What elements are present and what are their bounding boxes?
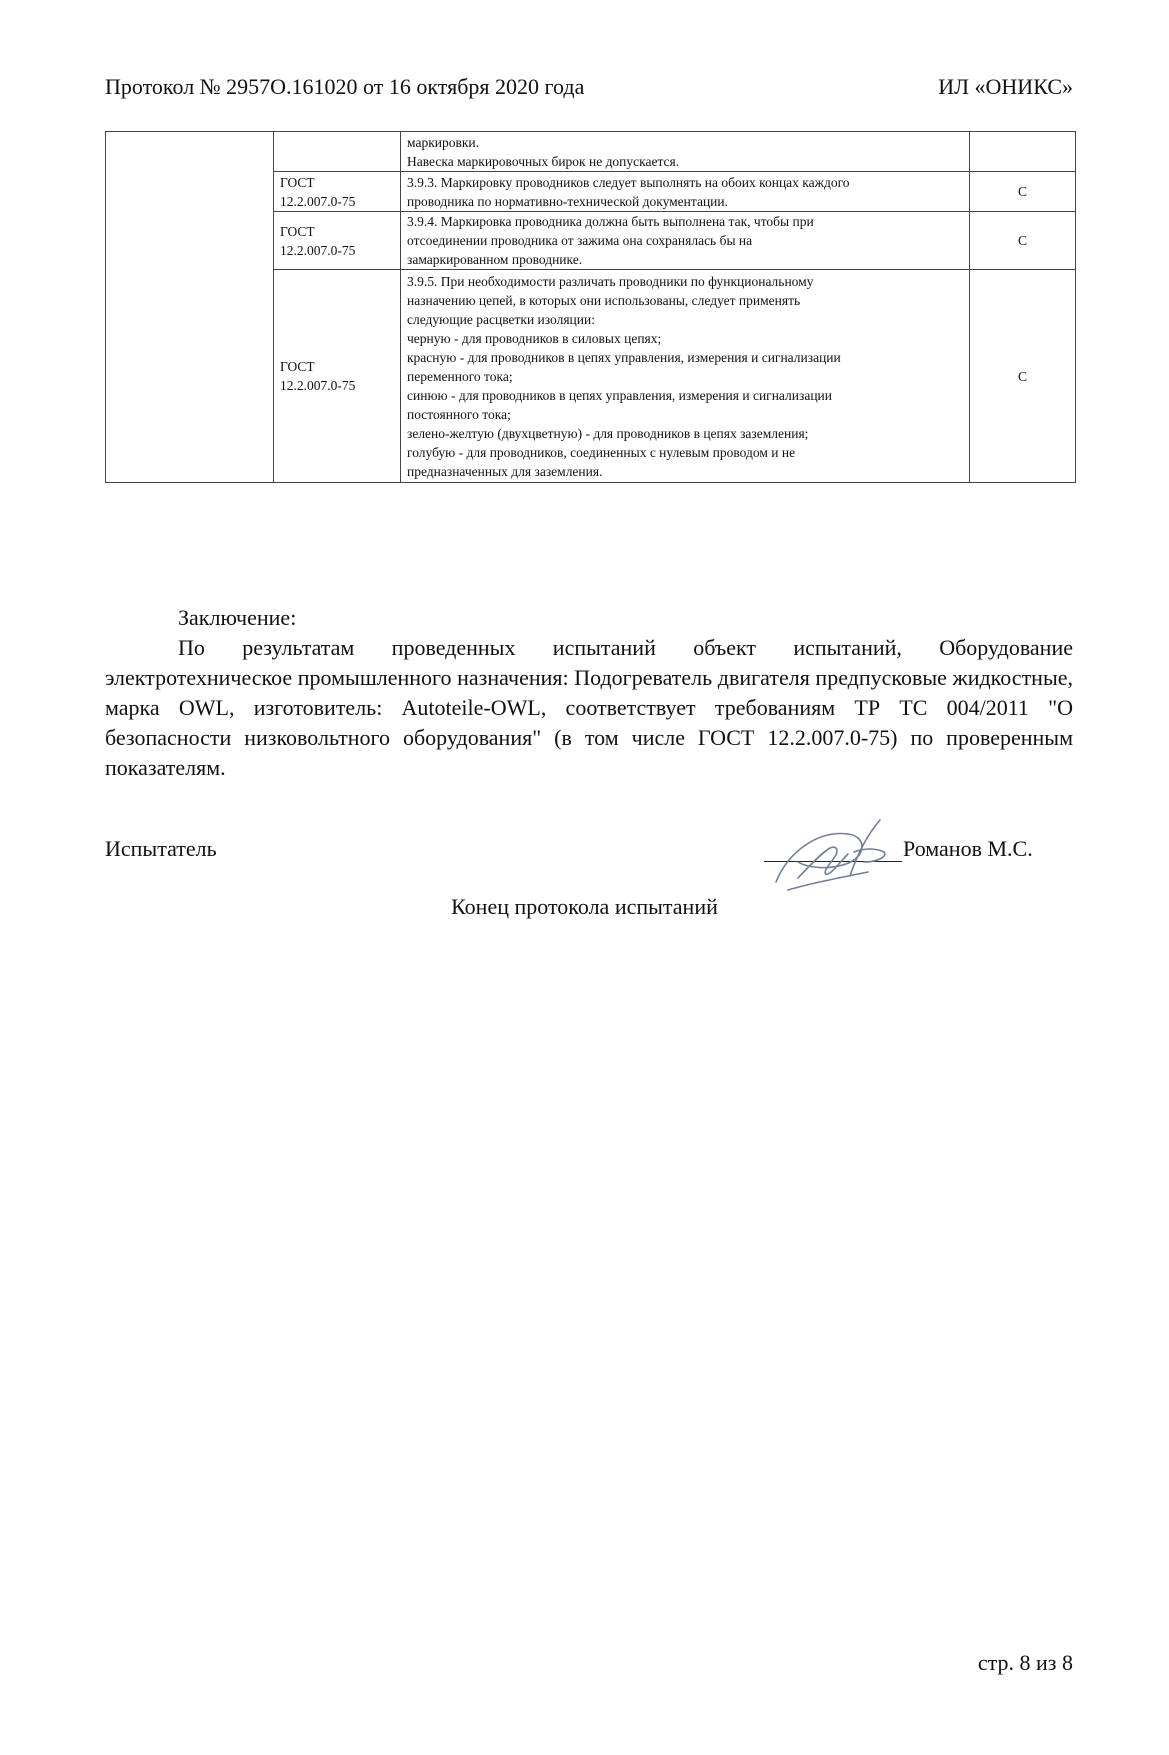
requirement-line: 3.9.3. Маркировку проводников следует выполнять на обоих концах каждого [407, 174, 850, 190]
page-number: стр. 8 из 8 [977, 1650, 1073, 1675]
requirement-line: предназначенных для заземления. [407, 463, 603, 479]
requirement-line: переменного тока; [407, 368, 513, 384]
result-cell: С [970, 172, 1076, 212]
requirement-line: 3.9.5. При необходимости различать проводники по функциональному [407, 273, 814, 289]
doc-line: 12.2.007.0-75 [280, 193, 356, 209]
doc-line: ГОСТ [280, 223, 315, 239]
doc-cell [274, 270, 401, 483]
object-cell [106, 132, 274, 483]
requirement-line: постоянного тока; [407, 406, 511, 422]
result-cell [970, 132, 1076, 172]
protocol-title: Протокол № 2957О.161020 от 16 октября 2020 года [105, 74, 585, 99]
requirement-cell [401, 132, 970, 172]
handwritten-signature [768, 812, 908, 892]
requirements-table [105, 131, 1076, 483]
requirement-line: назначению цепей, в которых они использованы, следует применять [407, 292, 801, 308]
result-cell: С [970, 270, 1076, 483]
requirement-line: отсоединении проводника от зажима она сохранялась бы на [407, 233, 753, 248]
doc-line: ГОСТ [280, 174, 315, 190]
doc-line: ГОСТ [280, 359, 315, 374]
requirements-table-body [106, 132, 1076, 483]
requirement-line: красную - для проводников в цепях управления, измерения и сигнализации [407, 349, 841, 365]
conclusion-title: Заключение: [178, 605, 297, 630]
result-cell: С [970, 212, 1076, 270]
doc-cell [274, 132, 401, 172]
conclusion-text: По результатам проведенных испытаний объект испытаний, Оборудование электротехническое промышленного назначения: Подогреватель двигателя предпусковые жидкостные, марка OWL, изготовитель: Autoteile-OWL, соответствует требованиям ТР ТС 004/2011 "О безопасности низковольтного оборудования" (в том числе ГОСТ 12.2.007.0-75) по проверенным показателям. [105, 635, 1073, 780]
requirement-line: голубую - для проводников, соединенных с нулевым проводом и не [407, 444, 796, 460]
tester-name: Романов М.С. [903, 836, 1033, 861]
requirement-line: маркировки. [407, 134, 480, 150]
requirement-line: зелено-желтую (двухцветную) - для проводников в цепях заземления; [407, 425, 809, 441]
requirement-line: Навеска маркировочных бирок не допускается. [407, 153, 680, 169]
requirement-line: черную - для проводников в силовых цепях; [407, 330, 662, 346]
doc-line: 12.2.007.0-75 [280, 378, 356, 393]
requirement-line: проводника по нормативно-технической документации. [407, 193, 729, 209]
doc-cell [274, 172, 401, 212]
doc-line: 12.2.007.0-75 [280, 242, 356, 258]
conclusion-section [105, 603, 1073, 783]
page-header [105, 74, 1073, 100]
table-row [106, 132, 1076, 172]
requirement-line: замаркированном проводнике. [407, 252, 583, 267]
protocol-end-text: Конец протокола испытаний [451, 894, 718, 919]
requirement-line: 3.9.4. Маркировка проводника должна быть выполнена так, чтобы при [407, 214, 814, 229]
requirement-line: следующие расцветки изоляции: [407, 311, 595, 327]
requirement-cell [401, 172, 970, 212]
lab-name: ИЛ «ОНИКС» [938, 74, 1073, 99]
doc-cell [274, 212, 401, 270]
tester-role: Испытатель [105, 836, 217, 861]
requirement-cell [401, 212, 970, 270]
requirement-cell [401, 270, 970, 483]
requirement-line: синюю - для проводников в цепях управления, измерения и сигнализации [407, 387, 833, 403]
